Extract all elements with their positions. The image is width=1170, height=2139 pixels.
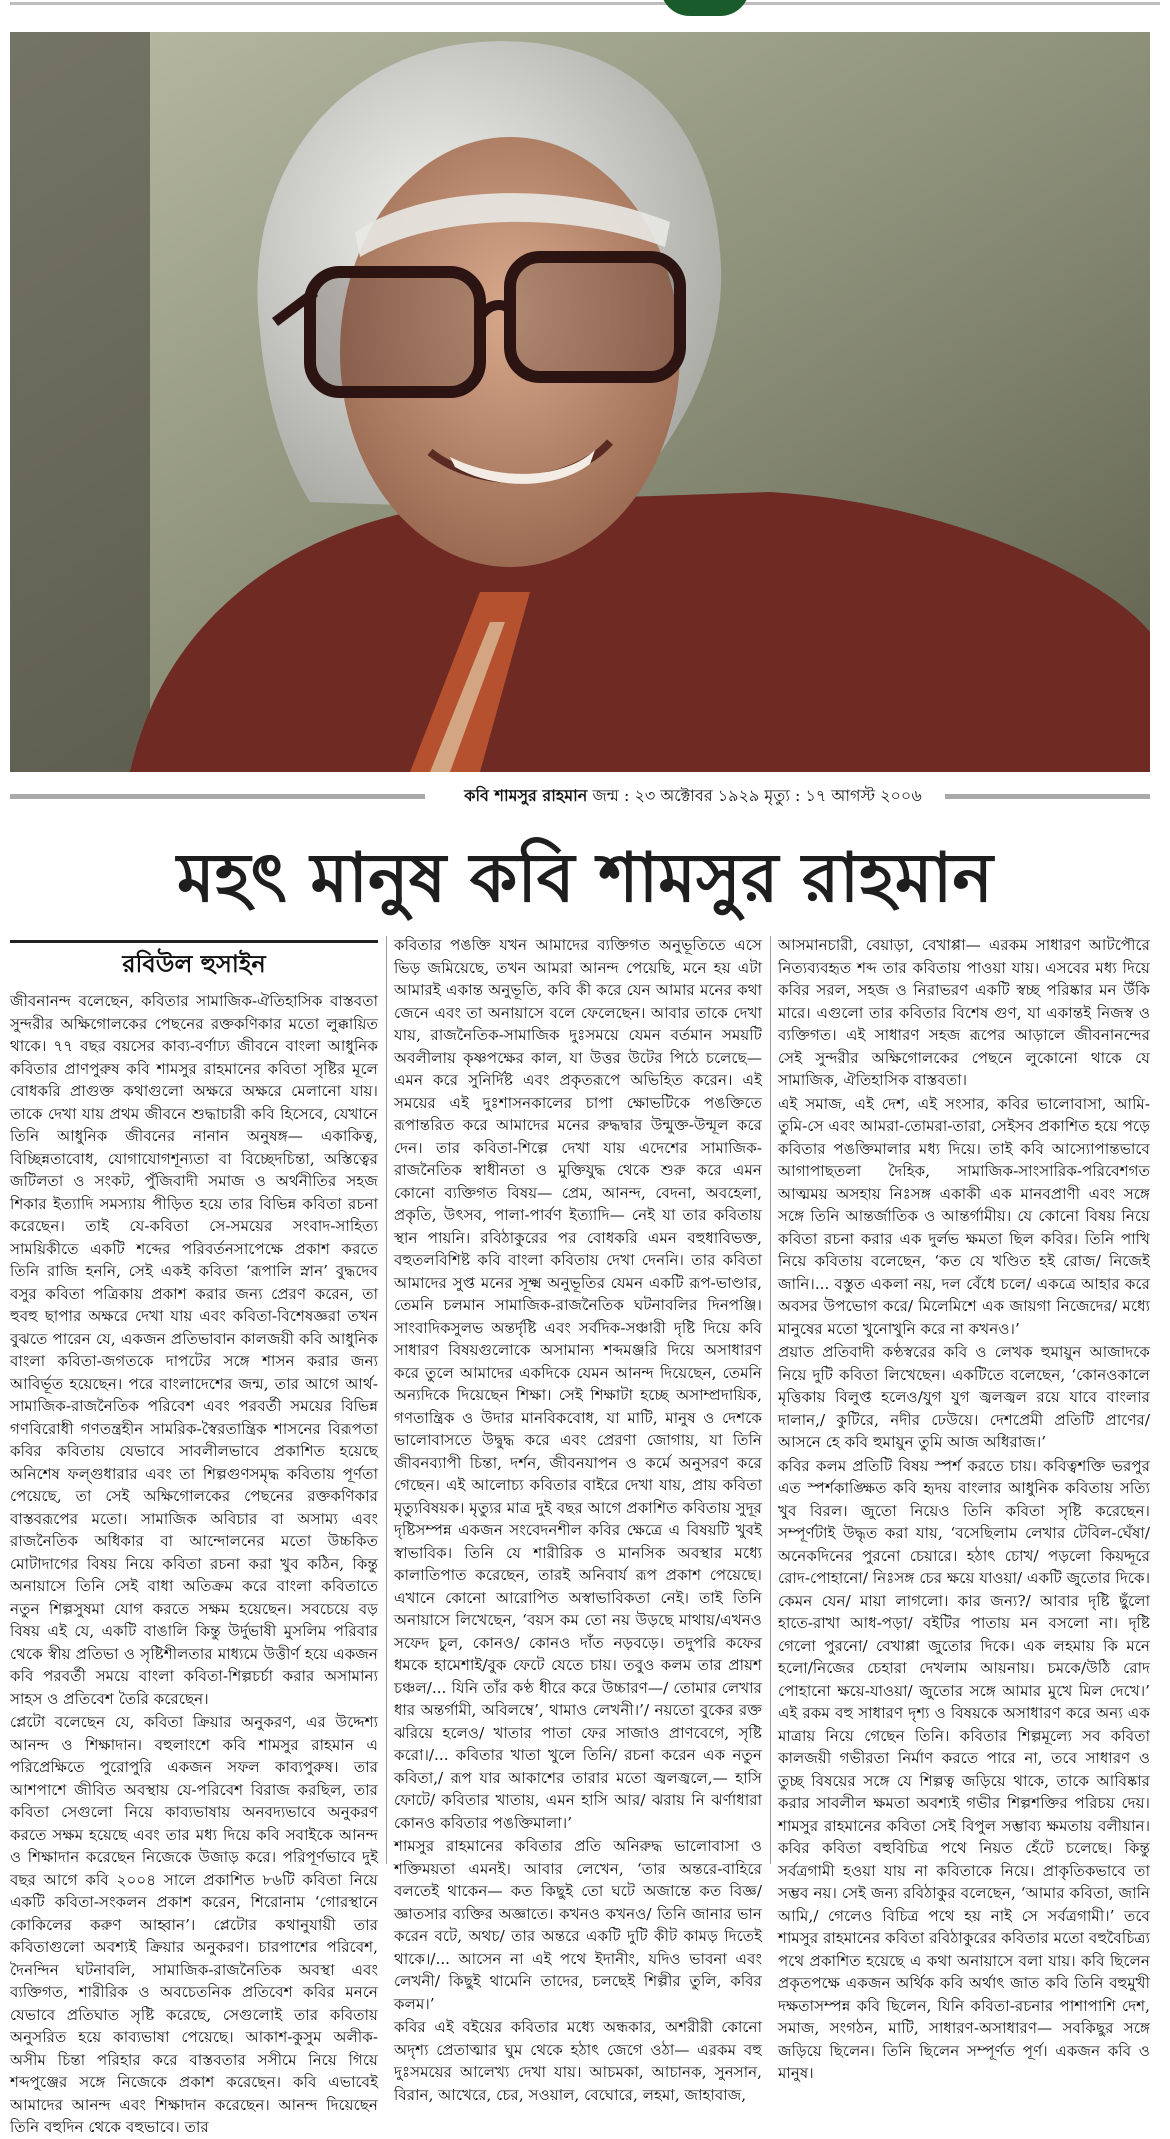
column-2-paragraph: কবিতার পঙক্তি যখন আমাদের ব্যক্তিগত অনুভূতিতে এসে ভিড় জমিয়েছে, তখন আমরা আনন্দ পেয়েছি, মনে হয় এটা আমারই একান্ত অনুভূতি, কবি কী করে যেন আমার মনের কথা জেনে এবং তা অনায়াসে বলে ফেলেছেন। আবার তাকে দেখা যায়, রাজনৈতিক-সামাজিক দুঃসময়ে যেমন বর্তমান সময়টি অবলীলায় কৃষ্ণপক্ষের কাল, যা উত্তর উটের পিঠে চলেছে— এমন করে সুনির্দিষ্ট এবং প্রকৃতরূপে অভিহিত করেন। এই সময়ের এই দুঃশাসনকালের চাপা ক্ষোভটিকে পঙক্তিতে রূপান্তরিত করে আমাদের মনের রুদ্ধদ্বার উন্মুক্ত-উন্মূল করে দেন। তার কবিতা-শিল্পে দেখা যায় এদেশের সামাজিক-রাজনৈতিক স্বাধীনতা ও মুক্তিযুদ্ধ থেকে শুরু করে এমন কোনো ব্যক্তিগত বিষয়— প্রেম, আনন্দ, বেদনা, অবহেলা, প্রকৃতি, উৎসব, পালা-পার্বণ ইত্যাদি— নেই যা তার কবিতায় স্থান পায়নি। রবিঠাকুরের পর বোধকরি এমন বহুধাবিভক্ত, বহুতলবিশিষ্ট কবি বাংলা কবিতায় দেখা দেননি। তার কবিতা আমাদের সুপ্ত মনের সূক্ষ্ম অনুভূতির যেমন একটি রূপ-ভাণ্ডার, তেমনি চলমান সামাজিক-রাজনৈতিক ঘটনাবলির দিনপঞ্জি। সাংবাদিকসুলভ অন্তর্দৃষ্টি এবং সর্বদিক-সঞ্চারী দৃষ্টি দিয়ে কবি সাধারণ বিষয়গুলোকে অসামান্য শব্দমঞ্জরি দিয়ে অসাধারণ করে তুলে আমাদের একদিকে যেমন আনন্দ দিয়েছেন, তেমনি অন্যদিকে দিয়েছেন শিক্ষা। সেই শিক্ষাটা হচ্ছে অসাম্প্রদায়িক, গণতান্ত্রিক ও উদার মানবিকবোধ, যা মাটি, মানুষ ও দেশকে ভালোবাসতে উদ্বুদ্ধ করে এবং প্রেরণা জোগায়, যা তিনি জীবনব্যাপী চিন্তা, দর্শন, জীবনযাপন ও কর্মে অনুসরণ করে গেছেন। এই আলোচ্য কবিতার বাইরে দেখা যায়, প্রায় কবিতা মৃত্যুবিষয়ক। মৃত্যুর মাত্র দুই বছর আগে প্রকাশিত কবিতায় সুদূর দৃষ্টিসম্পন্ন একজন সংবেদনশীল কবির ক্ষেত্রে এ বিষয়টি খুবই স্বাভাবিক। তিনি যে শারীরিক ও মানসিক অবস্থার মধ্যে কালাতিপাত করেছেন, তারই অনিবার্য রূপ প্রকাশ পেয়েছে। এখানে কোনো আরোপিত অস্বাভাবিকতা নেই। তাই তিনি অনায়াসে লিখেছেন, ‘বয়স কম তো নয় উড়ছে মাথায়/এখনও সফেদ চুল, কোনও/ কোনও দাঁত নড়বড়ে। তদুপরি কফের ধমকে হামেশাই/বুক ফেটে যেতে চায়। তবুও কলম তার প্রায়শ চঞ্চল/... যিনি তাঁর কণ্ঠ ধীরে করে উচ্চারণ—/ তোমার লেখার ধার অন্তর্গামী, অবিলম্বে’, থামাও লেখনী।’/ নয়তো বুকের রক্ত ঝরিয়ে হলেও/ খাতার পাতা ফের সাজাও প্রাণবেগে, সৃষ্টি করো।/... কবিতার খাতা খুলে তিনি/ রচনা করেন এক নতুন কবিতা,/ রূপ যার আকাশের তারার মতো জ্বলজ্বলে,— হাসি ফোটে/ কবিতার খাতায়, এমন হাসি আর/ ঝরায় নি ঝর্ণাধারা কোনও কবিতার পঙক্তিমালা।’ [394, 936, 762, 1832]
article-headline: মহৎ মানুষ কবি শামসুর রাহমান [177, 838, 993, 918]
column-3-paragraph: এই সমাজ, এই দেশ, এই সংসার, কবির ভালোবাসা, আমি-তুমি-সে এবং আমরা-তোমরা-তারা, সেইসব প্রকাশিত হয়ে পড়ে কবিতার পঙক্তিমালার মধ্য দিয়ে। তাই কবি আস্যোপান্তভাবে আগাপাছতলা দৈহিক, সামাজিক-সাংসারিক-পরিবেশগত আত্মময় অসহায় নিঃসঙ্গ একাকী এক মানবপ্রাণী এবং সঙ্গে সঙ্গে তিনি আন্তর্জাতিক ও আন্তর্গামীয়। যে কোনো বিষয় নিয়ে কবিতা রচনা করার এক দুর্লভ ক্ষমতা ছিল কবির। তিনি পাখি নিয়ে কবিতায় বলেছেন, ‘কত যে খণ্ডিত হই রোজ/ নিজেই জানি।... বস্তুত একলা নয়, দল বেঁধে চলে/ একত্রে আহার করে অবসর উপভোগ করে/ মিলেমিশে এক জায়গা নিজেদের/ মধ্যে মানুষের মতো খুনোখুনি করে না কখনও।’ [778, 1094, 1150, 1338]
background-shadow [10, 32, 150, 772]
caption-rule-left [10, 794, 425, 799]
article-column-3 [778, 934, 1150, 2082]
caption-died-label: মৃত্যু : [764, 786, 801, 805]
column-1-paragraph: জীবনানন্দ বলেছেন, কবিতার সামাজিক-ঐতিহাসিক বাস্তবতা সুন্দরীর অক্ষিগোলকের পেছনের রক্তকণিকার মতো লুক্কায়িত থাকে। ৭৭ বছর বয়সের কাব্য-বর্ণাঢ্য জীবনে বাংলা আধুনিক কবিতার প্রাণপুরুষ কবি শামসুর রাহমানের কবিতা সৃষ্টির মূলে বোধকরি প্রাগুক্ত কথাগুলো অক্ষরে অক্ষরে মেলানো যায়। তাকে দেখা যায় প্রথম জীবনে শুদ্ধাচারী কবি হিসেবে, যেখানে তিনি আধুনিক জীবনের নানান অনুষঙ্গ— একাকিত্ব, বিচ্ছিন্নতাবোধ, যোগাযোগশূন্যতা বা বিচ্ছেদচিন্তা, অস্তিত্বের জটিলতা ও সংকট, পুঁজিবাদী সমাজ ও অর্থনীতির সহজ শিকার ইত্যাদি সমস্যায় পীড়িত হয়ে তার বিভিন্ন কবিতা রচনা করেছেন। তাই যে-কবিতা সে-সময়ের সংবাদ-সাহিত্য সাময়িকীতে একটি শব্দের পরিবর্তনসাপেক্ষে প্রকাশ করতে তিনি রাজি হননি, সেই একই কবিতা ‘রূপালি স্নান’ বুদ্ধদেব বসুর কবিতা পত্রিকায় প্রকাশ করার জন্য প্রেরণ করেন, তা হুবহু ছাপার অক্ষরে দেখা যায় এবং কবিতা-বিশেষজ্ঞরা তখন বুঝতে পারেন যে, একজন প্রতিভাবান কালজয়ী কবি আধুনিক বাংলা কবিতা-জগতকে দাপটের সঙ্গে শাসন করার জন্য আবির্ভূত হয়েছেন। পরে বাংলাদেশের জন্ম, তার আগে আর্থ-সামাজিক-রাজনৈতিক পরিবেশ এবং পরবর্তী সময়ের বিভিন্ন গণবিরোধী গণতন্ত্রহীন সামরিক-স্বৈরতান্ত্রিক শাসনের বিরূপতা কবির কবিতায় যেভাবে সাবলীলভাবে প্রকাশিত হয়েছে অনিশেষ ফল্গুধারার এবং তা শিল্পগুণসমৃদ্ধ কবিতায় পূর্ণতা পেয়েছে, তা সেই অক্ষিগোলকের পেছনের রক্তকণিকার বাস্তবরূপের মতো। সামাজিক অবিচার বা অসাম্য এবং রাজনৈতিক অধিকার বা আন্দোলনের মতো উচ্চকিত মোটাদাগের বিষয় নিয়ে কবিতা রচনা করা খুব কঠিন, কিন্তু অনায়াসে তিনি সেই বাধা অতিক্রম করে বাংলা কবিতাতে নতুন শিল্পসুষমা যোগ করতে সক্ষম হয়েছেন। সবচেয়ে বড় বিষয় এই যে, একটি বাঙালি কিন্তু উর্দুভাষী মুসলিম পরিবার থেকে স্বীয় প্রতিভা ও সৃষ্টিশীলতার মাধ্যমে উত্তীর্ণ হয়ে একজন কবি পরবর্তী সময়ে বাংলা কবিতা-শিল্পচর্চা করার অসামান্য সাহস ও প্রতিবেশ তৈরি করেছেন। [10, 992, 378, 1708]
column-3-paragraph: কবির কলম প্রতিটি বিষয় স্পর্শ করতে চায়। কবিত্বশক্তি ভরপুর এত স্পর্শকাঙ্ক্ষিত কবি হৃদয় বাংলার আধুনিক কবিতায় সত্যি খুব বিরল। জুতো নিয়েও তিনি কবিতা সৃষ্টি করেছেন। সম্পূর্ণটাই উদ্ধৃত করা যায়, ‘বসেছিলাম লেখার টেবিল-ঘেঁষা/ অনেকদিনের পুরনো চেয়ারে। হঠাৎ চোখ/ পড়লো কিয়দ্দূরে রোদ-পোহানো/ নিঃসঙ্গ চের ক্ষয়ে যাওয়া/ একটি জুতোর দিকে। কেমন যেন/ মায়া লাগলো। কার জন্য?/ আবার দৃষ্টি ছুঁলো হাতে-রাখা আধ-পড়া/ বইটির পাতায় মন বসলো না। দৃষ্টি গেলো পুরনো/ বেখাপ্পা জুতোর দিকে। এক লহমায় কি মনে হলো/নিজের চেহারা দেখলাম আয়নায়। চমকে/উঠি রোদ পোহানো ক্ষয়ে-যাওয়া/ জুতোর সঙ্গে আমার মুখে মিল দেখে।’ এই রকম বহু সাধারণ দৃশ্য ও বিষয়কে অসাধারণ করে অন্য এক মাত্রায় নিয়ে গেছেন তিনি। কবিতার শিল্পমূল্যে সব কবিতা কালজয়ী গভীরতা নির্মাণ করতে পারে না, তবে সাধারণ ও তুচ্ছ বিষয়ের সঙ্গে যে শিল্পত্ব জড়িয়ে থাকে, তাকে আবিষ্কার করার সাবলীল ক্ষমতা অবশ্যই গভীর শিল্পশক্তির পরিচয় দেয়। শামসুর রাহমানের কবিতা সেই বিপুল সম্ভাব্য ক্ষমতায় বলীয়ান। কবির কবিতা বহুবিচিত্র পথে নিয়ত হেঁটে চলেছে। কিন্তু সর্বত্রগামী হওয়া যায় না কবিতাকে নিয়ে। প্রাকৃতিকভাবে তা সম্ভব নয়। সেই জন্য রবিঠাকুর বলেছেন, ‘আমার কবিতা, জানি আমি,/ গেলেও বিচিত্র পথে হয় নাই সে সর্বত্রগামী।’ তবে শামসুর রাহমানের কবিতা রবিঠাকুরের কবিতার মতো বহুবৈচিত্র্য পথে প্রকাশিত হয়েছে এ কথা অনায়াসে বলা যায়। কবি ছিলেন প্রকৃতপক্ষে একজন অর্থিক কবি অর্থাৎ জাত কবি তিনি বহুমুখী দক্ষতাসম্পন্ন কবি ছিলেন, যিনি কবিতা-রচনার পাশাপাশি দেশ, সমাজ, সংগঠন, মাটি, সাধারণ-অসাধারণ— সবকিছুর সঙ্গে জড়িয়ে ছিলেন। তিনি ছিলেন সম্পূর্ণত পূর্ণ। একজন কবি ও মানুষ। [778, 1456, 1150, 2082]
column-2-paragraph: কবির এই বইয়ের কবিতার মধ্যে অন্ধকার, অশরীরী কোনো অদৃশ্য প্রেতাত্মার ঘুম থেকে হঠাৎ জেগে ওঠা— এরকম বহু দুঃসময়ের আলেখ্য দেখা যায়। আচমকা, আচানক, সুনসান, বিরান, আখেরে, চের, সওয়াল, বেঘোরে, লহমা, জাহাবাজ, [394, 2018, 762, 2104]
masthead-rule [10, 2, 1160, 5]
masthead-emblem [660, 0, 750, 16]
caption-died-date: ১৭ আগস্ট ২০০৬ [805, 786, 922, 805]
masthead-strip [0, 0, 1170, 20]
article-column-2 [394, 934, 762, 2104]
portrait-illustration [10, 32, 1150, 772]
column-3-paragraph: আসমানচারী, বেয়াড়া, বেখাপ্পা— এরকম সাধারণ আটপৌরে নিত্যব্যবহৃত শব্দ তার কবিতায় পাওয়া যায়। এসবের মধ্য দিয়ে কবির সরল, সহজ ও নিরাভরণ একটি স্বচ্ছ পরিষ্কার মন উঁকি মারে। এগুলো তার কবিতার বিশেষ গুণ, যা একান্তই নিজস্ব ও ব্যক্তিগত। এই সাধারণ সহজ রূপের আড়ালে জীবনানন্দের সেই সুন্দরীর অক্ষিগোলকের পেছনে লুকোনো থাকে যে সামাজিক, ঐতিহাসিক বাস্তবতা। [778, 936, 1150, 1089]
caption-born-label: জন্ম : [592, 786, 630, 805]
caption-born-date: ২৩ অক্টোবর ১৯২৯ [634, 786, 760, 805]
author-byline: রবিউল হুসাইন [122, 949, 266, 978]
column-divider [386, 936, 387, 1864]
column-1-paragraph: প্লেটো বলেছেন যে, কবিতা ক্রিয়ার অনুকরণ, এর উদ্দেশ্য আনন্দ ও শিক্ষাদান। বহুলাংশে কবি শামসুর রাহমান এ পরিপ্রেক্ষিতে পুরোপুরি একজন সফল কাব্যপুরুষ। তার আশপাশে জীবিত অবস্থায় যে-পরিবেশ বিরাজ করছিল, তার কবিতা সেগুলো নিয়ে কাব্যভাষায় অনবদ্যভাবে অনুকরণ করতে সক্ষম হয়েছে এবং তার মধ্য দিয়ে কবি সবাইকে আনন্দ ও শিক্ষাদান করেছেন নিজেকে উজাড় করে। পরিপূর্ণভাবে দুই বছর আগে কবি ২০০৪ সালে প্রকাশিত ৮৬টি কবিতা নিয়ে একটি কবিতা-সংকলন প্রকাশ করেন, শিরোনাম ‘গোরস্থানে কোকিলের করুণ আহ্বান’। প্লেটোর কথানুযায়ী তার কবিতাগুলো অবশ্যই ক্রিয়ার অনুকরণ। চারপাশের পরিবেশ, দৈনন্দিন ঘটনাবলি, সামাজিক-রাজনৈতিক অবস্থা এবং ব্যক্তিগত, শারীরিক ও অবচেতনিক প্রতিবেশ কবির মননে যেভাবে প্রতিঘাত সৃষ্টি করেছে, সেগুলোই তার কবিতায় অনুসরিত হয়ে কাব্যভাষা পেয়েছে। আকাশ-কুসুম অলীক-অসীম চিন্তা পরিহার করে বাস্তবতার সসীমে নিয়ে গিয়ে শব্দপুঞ্জের সঙ্গে নিজেকে প্রকাশ করেছেন। কবি এভাবেই আমাদের আনন্দ এবং শিক্ষাদান করেছেন। আনন্দ দিয়েছেন তিনি বহুদিন থেকে বহুভাবে। তার [10, 1713, 378, 2136]
caption-rule-right [945, 794, 1150, 799]
byline-rule [10, 940, 378, 943]
photo-caption [438, 786, 948, 806]
column-3-paragraph: প্রয়াত প্রতিবাদী কণ্ঠস্বরের কবি ও লেখক হুমায়ুন আজাদকে নিয়ে দুটি কবিতা লিখেছেন। একটিতে বলেছেন, ‘কোনওকালে মৃত্তিকায় বিলুপ্ত হলেও/যুগ যুগ জ্বলজ্বল রয়ে যাবে বাংলার দালান,/ কুটিরে, নদীর ঢেউয়ে। দেশপ্রেমী প্রতিটি প্রাণের/ আসনে হে কবি হুমায়ুন তুমি আজ অধিরাজ।’ [778, 1343, 1150, 1451]
photo-caption-bar [10, 786, 1150, 806]
column-2-paragraph: শামসুর রাহমানের কবিতার প্রতি অনিরুদ্ধ ভালোবাসা ও শক্তিময়তা এমনই। আবার লেখেন, ‘তার অন্তরে-বাহিরে বলতেই থাকেন— কত কিছুই তো ঘটে অজান্তে কত বিজ্ঞ/জ্ঞাতসার ব্যক্তির অজ্ঞাতে। কখনও কখনও/ তিনি জানার ভান করেন বটে, অথচ/ তার অন্তরে একটি দুটি কীট কামড় দিতেই থাকে।/... আসেন না এই পথে ইদানীং, যদিও ভাবনা এবং লেখনী/ কিছুই থামেনি তাদের, চলছেই শিল্পীর তুলি, কবির কলম।’ [394, 1837, 762, 2013]
caption-name: কবি শামসুর রাহমান [464, 786, 588, 805]
column-divider [770, 936, 771, 1864]
poet-portrait-photo [10, 32, 1150, 772]
article-column-1 [10, 990, 378, 2136]
